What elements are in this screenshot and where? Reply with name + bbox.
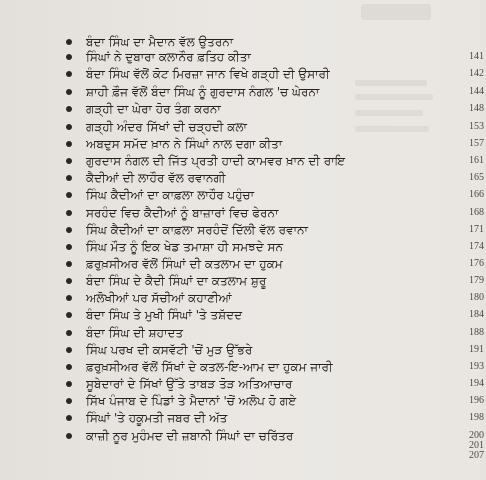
toc-entry bbox=[66, 290, 486, 306]
bullet-icon bbox=[66, 175, 72, 181]
toc-entry bbox=[66, 136, 486, 152]
toc-entry bbox=[66, 101, 486, 117]
toc-entry bbox=[66, 239, 486, 255]
toc-entry-title: ਬੰਦਾ ਸਿੰਘ ਦੀ ਸ਼ਹਾਦਤ bbox=[86, 326, 184, 340]
bullet-icon bbox=[66, 347, 72, 353]
toc-entry-title: ਬੰਦਾ ਸਿੰਘ ਦੇ ਕੈਦੀ ਸਿੰਘਾਂ ਦਾ ਕਤਲਾਮ ਸ਼ੁਰੂ bbox=[86, 274, 267, 288]
toc-entry bbox=[66, 342, 486, 358]
toc-page-number: 200 bbox=[469, 430, 484, 441]
toc-page-number: 196 bbox=[469, 395, 484, 406]
bullet-icon bbox=[66, 295, 72, 301]
toc-entry bbox=[66, 376, 486, 392]
toc-entry bbox=[66, 393, 486, 409]
toc-entry bbox=[66, 66, 486, 82]
toc-entry bbox=[66, 222, 486, 238]
toc-page-number bbox=[456, 34, 484, 50]
toc-entry-title: ਅਬਦੁਸ ਸਮੱਦ ਖ਼ਾਨ ਨੇ ਸਿੰਘਾਂ ਨਾਲ ਦਗਾ ਕੀਤਾ bbox=[86, 137, 283, 151]
bullet-icon bbox=[66, 192, 72, 198]
toc-page-number: 148 bbox=[469, 103, 484, 114]
toc-entry-title: ਕੈਦੀਆਂ ਦੀ ਲਾਹੌਰ ਵੱਲ ਰਵਾਨਗੀ bbox=[86, 171, 226, 185]
toc-entry bbox=[66, 256, 486, 272]
toc-entry bbox=[66, 170, 486, 186]
toc-page-number: 168 bbox=[469, 207, 484, 218]
bullet-icon bbox=[66, 89, 72, 95]
toc-entry bbox=[66, 325, 486, 341]
toc-entry-title: ਅਲੋਖੀਆਂ ਪਰ ਸੱਚੀਆਂ ਕਹਾਣੀਆਂ bbox=[86, 291, 232, 305]
toc-entry bbox=[66, 448, 486, 464]
toc-entry bbox=[66, 119, 486, 135]
toc-entry-title: ਗੜ੍ਹੀ ਦਾ ਘੇਰਾ ਹੋਰ ਤੰਗ ਕਰਨਾ bbox=[86, 102, 221, 116]
toc-entry bbox=[66, 273, 486, 289]
toc-entry-title: ਸਿੰਘਾਂ 'ਤੇ ਹਕੂਮਤੀ ਜਬਰ ਦੀ ਅੱਤ bbox=[86, 411, 228, 425]
toc-entry-title: ਕਾਜ਼ੀ ਨੂਰ ਮੁਹੰਮਦ ਦੀ ਜ਼ਬਾਨੀ ਸਿੰਘਾਂ ਦਾ ਚਰਿੱਤਰ bbox=[86, 429, 294, 443]
toc-page-number: 141 bbox=[469, 51, 484, 62]
toc-entry-title: ਸਰਹੰਦ ਵਿਚ ਕੈਦੀਆਂ ਨੂੰ ਬਾਜ਼ਾਰਾਂ ਵਿਚ ਫੇਰਨਾ bbox=[86, 206, 279, 220]
toc-entry-title: ਸਿੰਘ ਕੈਦੀਆਂ ਦਾ ਕਾਫ਼ਲਾ ਲਾਹੌਰ ਪਹੁੰਚਾ bbox=[86, 188, 255, 202]
bullet-icon bbox=[66, 398, 72, 404]
toc-page-number: 193 bbox=[469, 361, 484, 372]
toc-entry bbox=[66, 187, 486, 203]
bullet-icon bbox=[66, 261, 72, 267]
toc-page-number: 153 bbox=[469, 121, 484, 132]
toc-page-number: 188 bbox=[469, 327, 484, 338]
toc-page-number: 180 bbox=[469, 292, 484, 303]
toc-entry-title: ਬੰਦਾ ਸਿੰਘ ਤੇ ਮੁਖੀ ਸਿੰਘਾਂ 'ਤੇ ਤਸ਼ੱਦਦ bbox=[86, 308, 243, 322]
toc-page-number: 161 bbox=[469, 155, 484, 166]
toc-page-number: 142 bbox=[469, 68, 484, 79]
bullet-icon bbox=[66, 364, 72, 370]
toc-entry-title: ਗੁਰਦਾਸ ਨੰਗਲ ਦੀ ਜਿੱਤ ਪ੍ਰਤੀ ਹਾਦੀ ਕਾਮਵਰ ਖ਼ਾਨ ਦੀ ਰਾਇ bbox=[86, 154, 346, 168]
toc-entry bbox=[66, 359, 486, 375]
toc-entry bbox=[66, 34, 486, 50]
bullet-icon bbox=[66, 278, 72, 284]
toc-page-number: 174 bbox=[469, 241, 484, 252]
bullet-icon bbox=[66, 141, 72, 147]
toc-page-number: 194 bbox=[469, 378, 484, 389]
toc-page-number: 176 bbox=[469, 258, 484, 269]
toc-entry-title: ਫ਼ਰੁਖ਼ਸੀਅਰ ਵੱਲੋਂ ਸਿੰਘਾਂ ਦੀ ਕਤਲਾਮ ਦਾ ਹੁਕਮ bbox=[86, 257, 283, 271]
toc-entry-title: ਸਿੰਘ ਕੈਦੀਆਂ ਦਾ ਕਾਫ਼ਲਾ ਸਰਹੰਦੋਂ ਦਿੱਲੀ ਵੱਲ ਰਵਾਨਾ bbox=[86, 223, 308, 237]
toc-entry bbox=[66, 410, 486, 426]
toc-entry-title: ਫ਼ਰੁਖ਼ਸੀਅਰ ਵੱਲੋਂ ਸਿੱਖਾਂ ਦੇ ਕਤਲ-ਇ-ਆਮ ਦਾ ਹੁਕਮ ਜਾਰੀ bbox=[86, 360, 333, 374]
bullet-icon bbox=[66, 330, 72, 336]
bullet-icon bbox=[66, 227, 72, 233]
toc-entry bbox=[66, 84, 486, 100]
bullet-icon bbox=[66, 71, 72, 77]
bullet-icon bbox=[66, 415, 72, 421]
toc-entry-title: ਸਿੰਘ ਪਰਖ ਦੀ ਕਸਵੱਟੀ 'ਚੋਂ ਮੁੜ ਉੱਭਰੇ bbox=[86, 343, 253, 357]
toc-page-number: 207 bbox=[469, 450, 484, 461]
toc-entry bbox=[66, 205, 486, 221]
toc-entry-title: ਸ਼ਾਹੀ ਫ਼ੌਜ ਵੱਲੋਂ ਬੰਦਾ ਸਿੰਘ ਨੂੰ ਗੁਰਦਾਸ ਨੰਗਲ 'ਚ ਘੇਰਨਾ bbox=[86, 85, 320, 99]
toc-entry-title: ਬੰਦਾ ਸਿੰਘ ਦਾ ਮੈਦਾਨ ਵੱਲ ਉਤਰਨਾ bbox=[86, 35, 234, 49]
bullet-icon bbox=[66, 124, 72, 130]
toc-page-number: 166 bbox=[469, 189, 484, 200]
toc-page-number: 144 bbox=[469, 86, 484, 97]
bullet-icon bbox=[66, 54, 72, 60]
toc-entry-title bbox=[66, 448, 366, 464]
toc-entry-title: ਬੰਦਾ ਸਿੰਘ ਵੱਲੋਂ ਕੋਟ ਮਿਰਜ਼ਾ ਜਾਨ ਵਿਖੇ ਗੜ੍ਹੀ ਦੀ ਉਸਾਰੀ bbox=[86, 67, 330, 81]
bullet-icon bbox=[66, 106, 72, 112]
bullet-icon bbox=[66, 381, 72, 387]
toc-entry-title: ਸੂਬੇਦਾਰਾਂ ਦੇ ਸਿੱਖਾਂ ਉੱਤੇ ਤਾਬੜ ਤੋੜ ਅਤਿਆਚਾਰ bbox=[86, 377, 293, 391]
bullet-icon bbox=[66, 158, 72, 164]
toc-page-number: 171 bbox=[469, 224, 484, 235]
toc-page-number: 165 bbox=[469, 172, 484, 183]
table-of-contents bbox=[66, 34, 486, 464]
bullet-icon bbox=[66, 244, 72, 250]
toc-entry-title: ਸਿੰਘਾਂ ਨੇ ਦੁਬਾਰਾ ਕਲਾਨੌਰ ਫ਼ਤਿਹ ਕੀਤਾ bbox=[86, 50, 251, 64]
toc-entry bbox=[66, 307, 486, 323]
toc-page-number: 179 bbox=[469, 275, 484, 286]
toc-page-number: 201 bbox=[469, 440, 484, 451]
toc-entry-title: ਸਿੱਖ ਪੰਜਾਬ ਦੇ ਪਿੰਡਾਂ ਤੇ ਮੈਦਾਨਾਂ 'ਚੋਂ ਅਲੋਪ ਹੋ ਗਏ bbox=[86, 394, 297, 408]
toc-page-number: 157 bbox=[469, 138, 484, 149]
toc-entry-title: ਗੜ੍ਹੀ ਅੰਦਰ ਸਿੱਖਾਂ ਦੀ ਚੜ੍ਹਦੀ ਕਲਾ bbox=[86, 120, 247, 134]
show-through-heading bbox=[361, 4, 431, 20]
bullet-icon bbox=[66, 39, 72, 45]
toc-page-number: 191 bbox=[469, 344, 484, 355]
toc-entry-title: ਸਿੰਘ ਮੌਤ ਨੂੰ ਇਕ ਖੇਡ ਤਮਾਸ਼ਾ ਹੀ ਸਮਝਦੇ ਸਨ bbox=[86, 240, 283, 254]
bullet-icon bbox=[66, 210, 72, 216]
toc-page-number: 184 bbox=[469, 309, 484, 320]
bullet-icon bbox=[66, 312, 72, 318]
toc-entry bbox=[66, 153, 486, 169]
toc-page-number: 198 bbox=[469, 412, 484, 423]
toc-entry bbox=[66, 49, 486, 65]
